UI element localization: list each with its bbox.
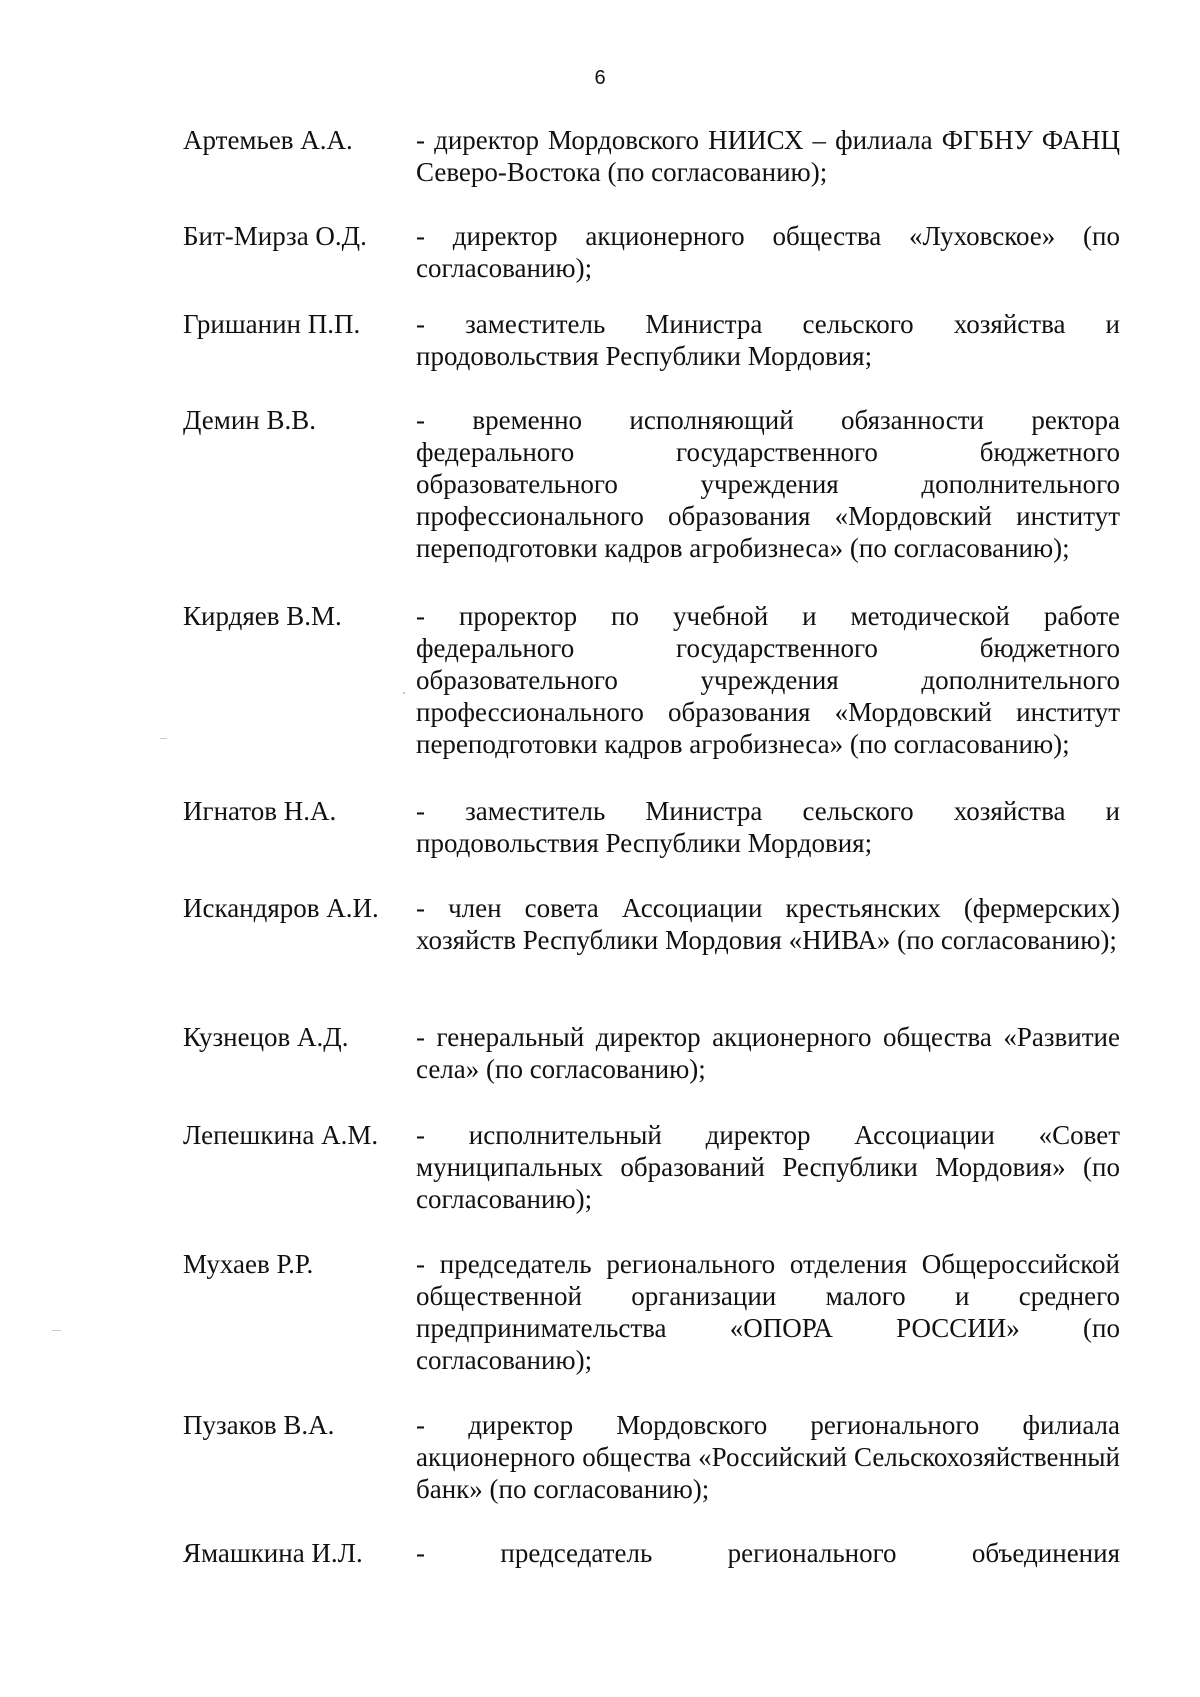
- member-name: Игнатов Н.А.: [183, 796, 337, 826]
- scan-speck: [160, 738, 167, 739]
- member-name: Кузнецов А.Д.: [183, 1022, 349, 1052]
- member-name: Кирдяев В.М.: [183, 601, 342, 631]
- member-position: - председатель регионального объединения: [416, 1538, 1120, 1568]
- member-name: Ямашкина И.Л.: [183, 1538, 363, 1568]
- member-name: Бит-Мирза О.Д.: [183, 221, 367, 251]
- member-name: Артемьев А.А.: [183, 125, 353, 155]
- scan-speck: [403, 692, 405, 694]
- member-position: - директор Мордовского НИИСХ – филиала ФГБНУ ФАНЦ Северо-Востока (по согласованию);: [416, 125, 1120, 187]
- member-position: - председатель регионального отделения Общероссийской общественной организации малого и среднего предпринимательства «ОПОРА РОССИИ» (по согласованию);: [416, 1249, 1120, 1375]
- member-position: - исполнительный директор Ассоциации «Совет муниципальных образований Республики Мордовия» (по согласованию);: [416, 1120, 1120, 1214]
- member-position: - генеральный директор акционерного общества «Развитие села» (по согласованию);: [416, 1022, 1120, 1084]
- member-position: - директор Мордовского регионального филиала акционерного общества «Российский Сельскохозяйственный банк» (по согласованию);: [416, 1410, 1120, 1504]
- member-name: Искандяров А.И.: [183, 893, 379, 923]
- member-name: Гришанин П.П.: [183, 309, 361, 339]
- member-position: - директор акционерного общества «Луховское» (по согласованию);: [416, 221, 1120, 283]
- page-number: 6: [594, 67, 606, 89]
- member-name: Мухаев Р.Р.: [183, 1249, 314, 1279]
- member-position: - проректор по учебной и методической работе федерального государственного бюджетного образовательного учреждения дополнительного профессионального образования «Мордовский институт переподготовки кадров агробизнеса» (по согласованию);: [416, 601, 1120, 759]
- member-name: Демин В.В.: [183, 405, 316, 435]
- scan-speck: [52, 1330, 61, 1331]
- member-name: Лепешкина А.М.: [183, 1120, 379, 1150]
- member-position: - заместитель Министра сельского хозяйства и продовольствия Республики Мордовия;: [416, 796, 1120, 858]
- member-name: Пузаков В.А.: [183, 1410, 335, 1440]
- member-position: - заместитель Министра сельского хозяйства и продовольствия Республики Мордовия;: [416, 309, 1120, 371]
- member-position: - член совета Ассоциации крестьянских (фермерских) хозяйств Республики Мордовия «НИВА» (по согласованию);: [416, 893, 1120, 955]
- member-position: - временно исполняющий обязанности ректора федерального государственного бюджетного образовательного учреждения дополнительного профессионального образования «Мордовский институт переподготовки кадров агробизнеса» (по согласованию);: [416, 405, 1120, 563]
